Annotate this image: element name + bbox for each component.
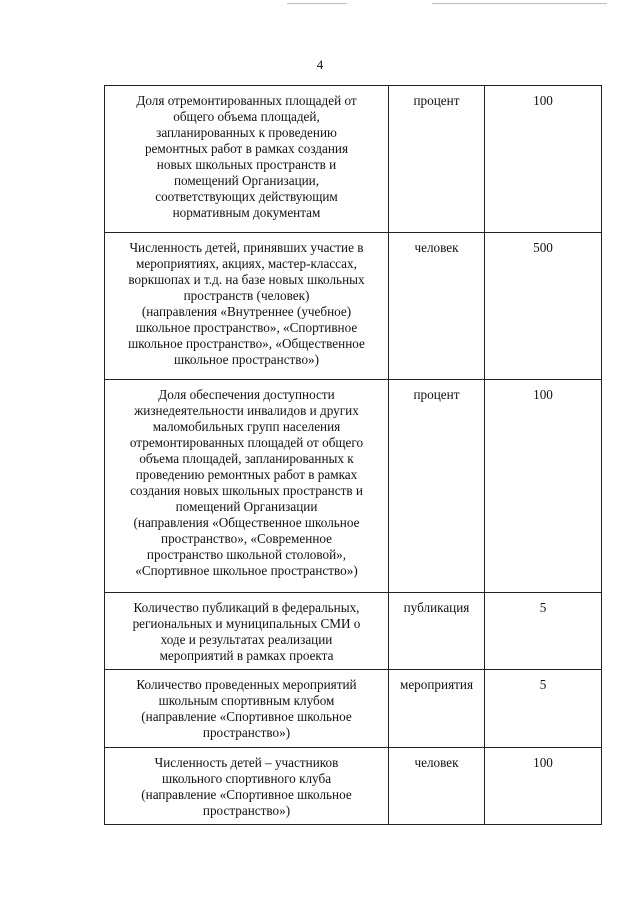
table-row [105,670,602,748]
indicator-unit: процент [389,380,485,593]
indicator-value: 100 [485,748,602,825]
indicator-unit: мероприятия [389,670,485,748]
table-row [105,380,602,593]
indicator-unit: человек [389,748,485,825]
indicator-value: 100 [485,380,602,593]
page-number: 4 [316,57,324,72]
table-row [105,86,602,233]
indicators-table [104,85,602,825]
indicator-value: 5 [485,670,602,748]
header-rule-left [287,3,347,4]
indicator-value: 500 [485,233,602,380]
indicator-description: Количество публикаций в федеральных, региональных и муниципальных СМИ о ходе и результатах реализации мероприятий в рамках проекта [105,593,389,670]
table-row [105,233,602,380]
indicator-value: 5 [485,593,602,670]
table-row [105,748,602,825]
indicator-value: 100 [485,86,602,233]
indicator-unit: человек [389,233,485,380]
indicator-description: Количество проведенных мероприятий школьным спортивным клубом (направление «Спортивное школьное пространство») [105,670,389,748]
table-row [105,593,602,670]
header-rule-right [432,3,607,4]
indicator-description: Численность детей, принявших участие в мероприятиях, акциях, мастер-классах, воркшопах и т.д. на базе новых школьных пространств (человек) (направления «Внутреннее (учебное) школьное пространство», «Спортивное школьное пространство», «Общественное школьное пространство») [105,233,389,380]
indicator-description: Доля обеспечения доступности жизнедеятельности инвалидов и других маломобильных групп населения отремонтированных площадей от общего объема площадей, запланированных к проведению ремонтных работ в рамках создания новых школьных пространств и помещений Организации (направления «Общественное школьное пространство», «Современное пространство школьной столовой», «Спортивное школьное пространство») [105,380,389,593]
indicator-unit: публикация [389,593,485,670]
indicator-description: Доля отремонтированных площадей от общего объема площадей, запланированных к проведению ремонтных работ в рамках создания новых школьных пространств и помещений Организации, соответствующих действующим нормативным документам [105,86,389,233]
indicator-unit: процент [389,86,485,233]
indicator-description: Численность детей – участников школьного спортивного клуба (направление «Спортивное школьное пространство») [105,748,389,825]
